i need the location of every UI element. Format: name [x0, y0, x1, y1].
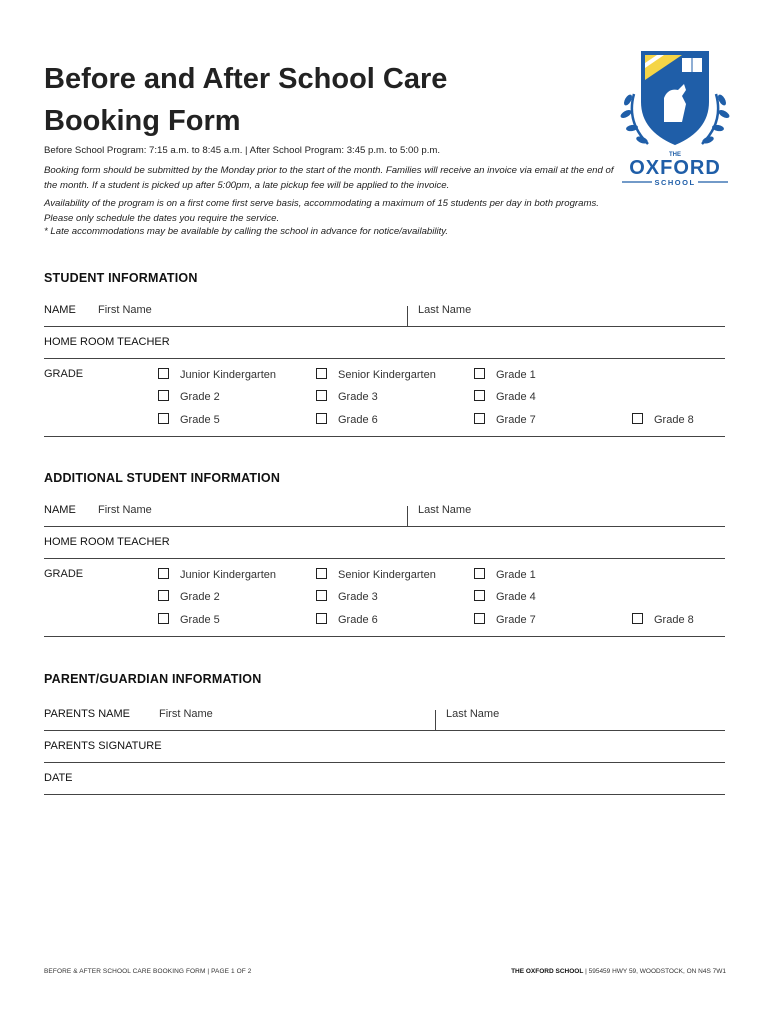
- name-label: NAME: [44, 304, 76, 316]
- checkbox-icon[interactable]: [316, 413, 327, 424]
- grade-checkbox[interactable]: Grade 8: [632, 613, 694, 627]
- field-divider: [407, 506, 408, 526]
- logo-name-text: OXFORD: [629, 157, 721, 179]
- grade-checkbox[interactable]: Grade 7: [474, 413, 536, 427]
- additional-grade-block: [44, 568, 725, 637]
- checkbox-icon[interactable]: [632, 413, 643, 424]
- grade-checkbox[interactable]: Grade 1: [474, 568, 536, 582]
- checkbox-icon[interactable]: [158, 390, 169, 401]
- booking-note: Booking form should be submitted by the Monday prior to the start of the month. Families will receive an invoice via email at the end of the month. If a student is picked up after 5:00pm, a late pickup fee will be applied to the invoice.: [44, 165, 614, 191]
- checkbox-icon[interactable]: [316, 613, 327, 624]
- checkbox-icon[interactable]: [632, 613, 643, 624]
- grade-label: GRADE: [44, 368, 84, 380]
- name-label: NAME: [44, 504, 76, 516]
- checkbox-icon[interactable]: [158, 413, 169, 424]
- grade-checkbox[interactable]: Grade 1: [474, 368, 536, 382]
- first-name-field[interactable]: First Name: [159, 708, 213, 720]
- footer-page-info: BEFORE & AFTER SCHOOL CARE BOOKING FORM | PAGE 1 OF 2: [44, 968, 252, 975]
- checkbox-icon[interactable]: [158, 590, 169, 601]
- date-label: DATE: [44, 772, 73, 784]
- checkbox-icon[interactable]: [474, 413, 485, 424]
- logo-the-text: THE: [669, 152, 681, 158]
- student-name-row[interactable]: [44, 300, 725, 327]
- grade-checkbox[interactable]: Grade 3: [316, 590, 378, 604]
- title-line-1: Before and After School Care: [44, 63, 448, 95]
- field-divider: [435, 710, 436, 730]
- grade-checkbox[interactable]: Grade 8: [632, 413, 694, 427]
- checkbox-icon[interactable]: [474, 590, 485, 601]
- additional-homeroom-row[interactable]: [44, 532, 725, 559]
- last-name-field[interactable]: Last Name: [418, 304, 472, 316]
- additional-section-title: ADDITIONAL STUDENT INFORMATION: [44, 471, 281, 485]
- grade-checkbox[interactable]: Junior Kindergarten: [158, 368, 276, 382]
- last-name-field[interactable]: Last Name: [418, 504, 472, 516]
- checkbox-icon[interactable]: [158, 613, 169, 624]
- grade-checkbox[interactable]: Junior Kindergarten: [158, 568, 276, 582]
- student-homeroom-row[interactable]: [44, 332, 725, 359]
- checkbox-icon[interactable]: [316, 390, 327, 401]
- parent-section-title: PARENT/GUARDIAN INFORMATION: [44, 672, 262, 686]
- program-times: Before School Program: 7:15 a.m. to 8:45 a.m. | After School Program: 3:45 p.m. to 5:00 p.m.: [44, 145, 441, 156]
- checkbox-icon[interactable]: [474, 368, 485, 379]
- grade-checkbox[interactable]: Grade 7: [474, 613, 536, 627]
- signature-label: PARENTS SIGNATURE: [44, 740, 162, 752]
- grade-checkbox[interactable]: Grade 6: [316, 613, 378, 627]
- field-divider: [407, 306, 408, 326]
- homeroom-label: HOME ROOM TEACHER: [44, 336, 170, 348]
- parents-name-label: PARENTS NAME: [44, 708, 130, 720]
- date-row[interactable]: [44, 768, 725, 795]
- checkbox-icon[interactable]: [474, 390, 485, 401]
- grade-label: GRADE: [44, 568, 84, 580]
- footer-school-name: THE OXFORD SCHOOL: [511, 968, 584, 975]
- checkbox-icon[interactable]: [316, 590, 327, 601]
- last-name-field[interactable]: Last Name: [446, 708, 500, 720]
- footer-address: [511, 968, 726, 975]
- first-name-field[interactable]: First Name: [98, 304, 152, 316]
- oxford-school-logo: [612, 44, 738, 194]
- grade-checkbox[interactable]: Senior Kindergarten: [316, 568, 436, 582]
- parent-name-row[interactable]: [44, 704, 725, 731]
- grade-checkbox[interactable]: Grade 5: [158, 413, 220, 427]
- checkbox-icon[interactable]: [316, 568, 327, 579]
- checkbox-icon[interactable]: [316, 368, 327, 379]
- logo-school-text: SCHOOL: [654, 178, 696, 187]
- page-title: [44, 58, 584, 142]
- grade-checkbox[interactable]: Grade 3: [316, 390, 378, 404]
- title-line-2: Booking Form: [44, 105, 241, 137]
- checkbox-icon[interactable]: [474, 613, 485, 624]
- grade-checkbox[interactable]: Grade 4: [474, 590, 536, 604]
- homeroom-label: HOME ROOM TEACHER: [44, 536, 170, 548]
- grade-checkbox[interactable]: Grade 2: [158, 390, 220, 404]
- student-section-title: STUDENT INFORMATION: [44, 271, 198, 285]
- grade-checkbox[interactable]: Grade 4: [474, 390, 536, 404]
- checkbox-icon[interactable]: [158, 368, 169, 379]
- grade-checkbox[interactable]: Grade 5: [158, 613, 220, 627]
- grade-checkbox[interactable]: Senior Kindergarten: [316, 368, 436, 382]
- late-note: * Late accommodations may be available by calling the school in advance for notice/availability.: [44, 226, 449, 237]
- checkbox-icon[interactable]: [474, 568, 485, 579]
- student-grade-block: [44, 368, 725, 437]
- checkbox-icon[interactable]: [158, 568, 169, 579]
- footer-address-text: | 595459 HWY 59, WOODSTOCK, ON N4S 7W1: [583, 968, 726, 975]
- shield-icon: [642, 52, 708, 144]
- parent-signature-row[interactable]: [44, 736, 725, 763]
- grade-checkbox[interactable]: Grade 6: [316, 413, 378, 427]
- availability-note: Availability of the program is on a first come first serve basis, accommodating a maximum of 15 students per day in both programs. Please only schedule the dates you require the service.: [44, 198, 599, 224]
- additional-name-row[interactable]: [44, 500, 725, 527]
- grade-checkbox[interactable]: Grade 2: [158, 590, 220, 604]
- first-name-field[interactable]: First Name: [98, 504, 152, 516]
